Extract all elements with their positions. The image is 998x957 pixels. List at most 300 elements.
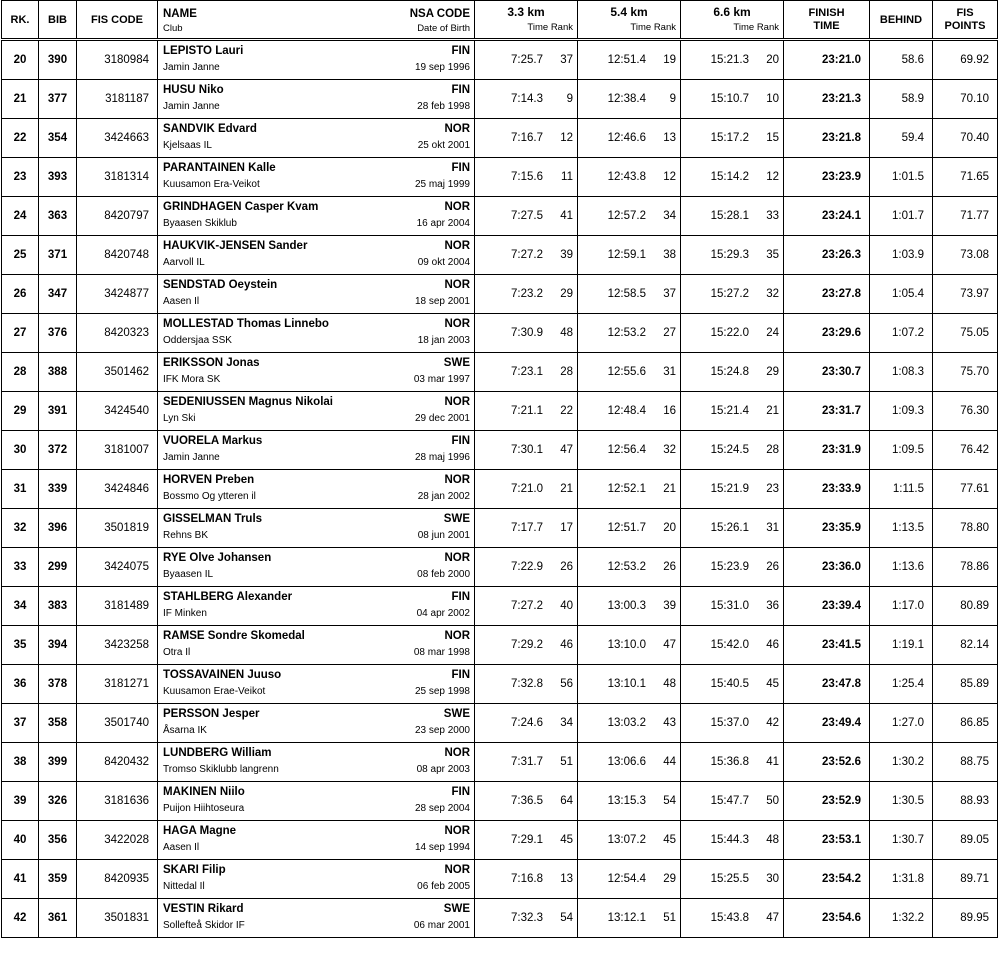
split-2-rank: 48: [663, 678, 676, 690]
header-finish-line2: TIME: [813, 19, 840, 32]
athlete-cell: [158, 40, 475, 80]
athlete-cell: [158, 587, 475, 626]
split-3-time: 15:37.0: [710, 717, 749, 729]
bib-cell: 299: [39, 548, 77, 587]
split-3-time: 15:28.1: [710, 210, 749, 222]
split-3-cell: [681, 704, 784, 743]
table-row: [2, 158, 998, 197]
split-2-rank: 51: [663, 912, 676, 924]
split-2-cell: [578, 314, 681, 353]
date-of-birth: 08 apr 2003: [416, 764, 470, 775]
nsa-code: SWE: [443, 357, 470, 369]
athlete-name: MOLLESTAD Thomas Linnebo: [163, 318, 329, 330]
split-2-cell: [578, 665, 681, 704]
athlete-cell: [158, 236, 475, 275]
table-row: [2, 626, 998, 665]
split-1-time: 7:22.9: [511, 561, 543, 573]
date-of-birth: 04 apr 2002: [416, 608, 470, 619]
behind-cell: 1:30.2: [870, 743, 933, 782]
athlete-name: SKARI Filip: [163, 864, 226, 876]
split-1-rank: 9: [566, 93, 573, 105]
table-row: [2, 275, 998, 314]
bib-cell: 376: [39, 314, 77, 353]
split-2-cell: [578, 353, 681, 392]
rank-cell: 29: [2, 392, 39, 431]
nsa-code: NOR: [444, 825, 470, 837]
fis-code-cell: 3181007: [77, 431, 158, 470]
date-of-birth: 08 jun 2001: [417, 530, 470, 541]
split-2-time: 12:54.4: [607, 873, 646, 885]
nsa-code: FIN: [451, 669, 470, 681]
split-1-rank: 54: [560, 912, 573, 924]
rank-cell: 37: [2, 704, 39, 743]
split-3-time: 15:23.9: [710, 561, 749, 573]
split-3-rank: 32: [766, 288, 779, 300]
split-2-rank: 54: [663, 795, 676, 807]
nsa-code: FIN: [451, 162, 470, 174]
split-1-rank: 64: [560, 795, 573, 807]
finish-time-cell: 23:21.0: [784, 40, 870, 80]
table-row: [2, 548, 998, 587]
rank-cell: 38: [2, 743, 39, 782]
split-1-cell: [475, 821, 578, 860]
bib-cell: 326: [39, 782, 77, 821]
header-points-line2: POINTS: [944, 19, 986, 32]
fis-points-cell: 75.70: [933, 353, 998, 392]
split-2-time: 12:55.6: [607, 366, 646, 378]
split-2-rank: 16: [663, 405, 676, 417]
table-row: [2, 119, 998, 158]
athlete-cell: [158, 431, 475, 470]
table-row: [2, 899, 998, 938]
athlete-cell: [158, 782, 475, 821]
fis-code-cell: 3423258: [77, 626, 158, 665]
table-row: [2, 197, 998, 236]
date-of-birth: 18 sep 2001: [414, 296, 470, 307]
split-3-rank: 20: [766, 54, 779, 66]
split-3-cell: [681, 353, 784, 392]
bib-cell: 396: [39, 509, 77, 548]
split-2-time: 13:10.0: [607, 639, 646, 651]
table-row: [2, 80, 998, 119]
athlete-cell: [158, 197, 475, 236]
split-3-cell: [681, 80, 784, 119]
split-3-time: 15:40.5: [710, 678, 749, 690]
nsa-code: NOR: [444, 123, 470, 135]
split-2-time: 12:48.4: [607, 405, 646, 417]
behind-cell: 1:31.8: [870, 860, 933, 899]
split-2-time: 13:15.3: [607, 795, 646, 807]
athlete-cell: [158, 704, 475, 743]
bib-cell: 372: [39, 431, 77, 470]
header-split-2: [578, 1, 681, 40]
split-3-time: 15:29.3: [710, 249, 749, 261]
table-row: [2, 431, 998, 470]
fis-points-cell: 76.30: [933, 392, 998, 431]
split-2-rank: 37: [663, 288, 676, 300]
fis-points-cell: 89.05: [933, 821, 998, 860]
split-3-time: 15:24.5: [710, 444, 749, 456]
split-1-cell: [475, 431, 578, 470]
split-2-rank: 32: [663, 444, 676, 456]
rank-cell: 22: [2, 119, 39, 158]
club-name: Bossmo Og ytteren il: [163, 491, 256, 502]
behind-cell: 58.9: [870, 80, 933, 119]
split-3-cell: [681, 470, 784, 509]
split-3-rank: 47: [766, 912, 779, 924]
date-of-birth: 28 maj 1996: [414, 452, 470, 463]
finish-time-cell: 23:31.7: [784, 392, 870, 431]
split-1-time: 7:16.7: [511, 132, 543, 144]
athlete-cell: [158, 548, 475, 587]
athlete-name: TOSSAVAINEN Juuso: [163, 669, 282, 681]
split-1-time: 7:25.7: [511, 54, 543, 66]
split-3-time: 15:22.0: [710, 327, 749, 339]
nsa-code: FIN: [451, 786, 470, 798]
header-finish-time: [784, 1, 870, 40]
athlete-name: LUNDBERG William: [163, 747, 272, 759]
split-2-time: 12:51.7: [607, 522, 646, 534]
fis-points-cell: 73.08: [933, 236, 998, 275]
fis-points-cell: 80.89: [933, 587, 998, 626]
finish-time-cell: 23:36.0: [784, 548, 870, 587]
athlete-cell: [158, 392, 475, 431]
split-2-time: 13:07.2: [607, 834, 646, 846]
split-3-time: 15:26.1: [710, 522, 749, 534]
split-1-cell: [475, 626, 578, 665]
nsa-code: NOR: [444, 279, 470, 291]
split-2-time: 12:52.1: [607, 483, 646, 495]
finish-time-cell: 23:21.8: [784, 119, 870, 158]
split-1-cell: [475, 353, 578, 392]
split-1-cell: [475, 470, 578, 509]
fis-code-cell: 8420432: [77, 743, 158, 782]
rank-cell: 31: [2, 470, 39, 509]
date-of-birth: 19 sep 1996: [414, 62, 470, 73]
header-rank: RK.: [2, 1, 39, 40]
split-3-rank: 41: [766, 756, 779, 768]
club-name: Kjelsaas IL: [163, 140, 212, 151]
date-of-birth: 16 apr 2004: [416, 218, 470, 229]
behind-cell: 1:03.9: [870, 236, 933, 275]
fis-code-cell: 3424540: [77, 392, 158, 431]
bib-cell: 361: [39, 899, 77, 938]
finish-time-cell: 23:53.1: [784, 821, 870, 860]
fis-points-cell: 73.97: [933, 275, 998, 314]
split-3-time: 15:25.5: [710, 873, 749, 885]
behind-cell: 1:01.7: [870, 197, 933, 236]
split-1-time: 7:17.7: [511, 522, 543, 534]
split-2-rank: 47: [663, 639, 676, 651]
split-1-time: 7:32.3: [511, 912, 543, 924]
split-2-cell: [578, 158, 681, 197]
split-3-cell: [681, 548, 784, 587]
fis-points-cell: 78.80: [933, 509, 998, 548]
split-2-cell: [578, 431, 681, 470]
athlete-cell: [158, 860, 475, 899]
date-of-birth: 03 mar 1997: [413, 374, 470, 385]
split-3-cell: [681, 158, 784, 197]
fis-code-cell: 3501831: [77, 899, 158, 938]
nsa-code: NOR: [444, 318, 470, 330]
split-1-cell: [475, 392, 578, 431]
athlete-name: RAMSE Sondre Skomedal: [163, 630, 305, 642]
split-1-rank: 26: [560, 561, 573, 573]
date-of-birth: 29 dec 2001: [414, 413, 470, 424]
finish-time-cell: 23:49.4: [784, 704, 870, 743]
split-3-time: 15:47.7: [710, 795, 749, 807]
finish-time-cell: 23:33.9: [784, 470, 870, 509]
split-1-time: 7:14.3: [511, 93, 543, 105]
fis-points-cell: 76.42: [933, 431, 998, 470]
nsa-code: NOR: [444, 747, 470, 759]
header-dob-label: Date of Birth: [417, 23, 470, 34]
club-name: IF Minken: [163, 608, 207, 619]
split-2-time: 12:51.4: [607, 54, 646, 66]
club-name: Kuusamon Era-Veikot: [163, 179, 260, 190]
split-2-cell: [578, 509, 681, 548]
split-3-cell: [681, 314, 784, 353]
behind-cell: 1:01.5: [870, 158, 933, 197]
date-of-birth: 28 sep 2004: [414, 803, 470, 814]
split-2-time: 12:56.4: [607, 444, 646, 456]
athlete-name: PARANTAINEN Kalle: [163, 162, 276, 174]
results-body: [2, 40, 998, 938]
behind-cell: 1:09.3: [870, 392, 933, 431]
split-1-rank: 39: [560, 249, 573, 261]
rank-cell: 20: [2, 40, 39, 80]
athlete-name: VUORELA Markus: [163, 435, 263, 447]
rank-cell: 33: [2, 548, 39, 587]
bib-cell: 347: [39, 275, 77, 314]
fis-code-cell: 8420748: [77, 236, 158, 275]
nsa-code: FIN: [451, 591, 470, 603]
athlete-cell: [158, 470, 475, 509]
split-2-cell: [578, 899, 681, 938]
nsa-code: NOR: [444, 864, 470, 876]
split-3-rank: 21: [766, 405, 779, 417]
club-name: Otra Il: [163, 647, 191, 658]
split-1-rank: 48: [560, 327, 573, 339]
athlete-name: STAHLBERG Alexander: [163, 591, 293, 603]
bib-cell: 378: [39, 665, 77, 704]
split-3-rank: 50: [766, 795, 779, 807]
table-row: [2, 821, 998, 860]
split-1-rank: 46: [560, 639, 573, 651]
table-row: [2, 353, 998, 392]
athlete-cell: [158, 119, 475, 158]
rank-cell: 24: [2, 197, 39, 236]
split-3-cell: [681, 40, 784, 80]
athlete-cell: [158, 80, 475, 119]
bib-cell: 356: [39, 821, 77, 860]
results-table: [1, 0, 998, 938]
behind-cell: 1:05.4: [870, 275, 933, 314]
split-1-time: 7:27.5: [511, 210, 543, 222]
header-fis-points: [933, 1, 998, 40]
fis-code-cell: 8420797: [77, 197, 158, 236]
fis-points-cell: 88.75: [933, 743, 998, 782]
behind-cell: 1:30.5: [870, 782, 933, 821]
nsa-code: FIN: [451, 435, 470, 447]
split-1-time: 7:30.9: [511, 327, 543, 339]
split-2-cell: [578, 40, 681, 80]
athlete-cell: [158, 314, 475, 353]
table-row: [2, 509, 998, 548]
athlete-name: HAUKVIK-JENSEN Sander: [163, 240, 308, 252]
date-of-birth: 18 jan 2003: [417, 335, 470, 346]
fis-code-cell: 8420935: [77, 860, 158, 899]
finish-time-cell: 23:23.9: [784, 158, 870, 197]
split-1-time: 7:36.5: [511, 795, 543, 807]
fis-points-cell: 78.86: [933, 548, 998, 587]
split-3-rank: 12: [766, 171, 779, 183]
split-3-cell: [681, 743, 784, 782]
nsa-code: SWE: [443, 513, 470, 525]
date-of-birth: 25 okt 2001: [417, 140, 470, 151]
table-row: [2, 704, 998, 743]
club-name: Aasen Il: [163, 842, 200, 853]
split-3-cell: [681, 509, 784, 548]
nsa-code: NOR: [444, 396, 470, 408]
athlete-name: GISSELMAN Truls: [163, 513, 263, 525]
split-3-cell: [681, 860, 784, 899]
rank-cell: 28: [2, 353, 39, 392]
fis-points-cell: 69.92: [933, 40, 998, 80]
club-name: Aarvoll IL: [163, 257, 205, 268]
rank-cell: 21: [2, 80, 39, 119]
fis-points-cell: 85.89: [933, 665, 998, 704]
split-3-cell: [681, 782, 784, 821]
split-2-rank: 45: [663, 834, 676, 846]
split-1-time: 7:32.8: [511, 678, 543, 690]
fis-code-cell: 3424663: [77, 119, 158, 158]
rank-cell: 39: [2, 782, 39, 821]
split-1-cell: [475, 587, 578, 626]
split-1-rank: 21: [560, 483, 573, 495]
header-split-2-sub: Time Rank: [630, 22, 676, 33]
club-name: Rehns BK: [163, 530, 209, 541]
split-3-cell: [681, 821, 784, 860]
split-1-cell: [475, 314, 578, 353]
behind-cell: 58.6: [870, 40, 933, 80]
split-2-cell: [578, 119, 681, 158]
rank-cell: 32: [2, 509, 39, 548]
finish-time-cell: 23:26.3: [784, 236, 870, 275]
athlete-name: GRINDHAGEN Casper Kvam: [163, 201, 319, 213]
athlete-cell: [158, 158, 475, 197]
split-3-time: 15:36.8: [710, 756, 749, 768]
fis-code-cell: 3181314: [77, 158, 158, 197]
behind-cell: 1:07.2: [870, 314, 933, 353]
rank-cell: 27: [2, 314, 39, 353]
behind-cell: 1:19.1: [870, 626, 933, 665]
split-2-time: 12:58.5: [607, 288, 646, 300]
behind-cell: 1:08.3: [870, 353, 933, 392]
header-finish-line1: FINISH: [808, 6, 845, 19]
club-name: Tromso Skiklubb langrenn: [163, 764, 279, 775]
split-2-time: 12:38.4: [607, 93, 646, 105]
split-2-cell: [578, 782, 681, 821]
split-2-rank: 43: [663, 717, 676, 729]
split-1-cell: [475, 509, 578, 548]
split-1-cell: [475, 860, 578, 899]
fis-code-cell: 3181271: [77, 665, 158, 704]
club-name: Lyn Ski: [163, 413, 196, 424]
split-2-rank: 39: [663, 600, 676, 612]
split-3-rank: 35: [766, 249, 779, 261]
split-1-cell: [475, 80, 578, 119]
table-row: [2, 587, 998, 626]
split-1-time: 7:24.6: [511, 717, 543, 729]
split-1-time: 7:27.2: [511, 249, 543, 261]
split-3-time: 15:14.2: [710, 171, 749, 183]
nsa-code: FIN: [451, 84, 470, 96]
nsa-code: NOR: [444, 201, 470, 213]
bib-cell: 391: [39, 392, 77, 431]
split-1-time: 7:23.2: [511, 288, 543, 300]
split-3-cell: [681, 431, 784, 470]
athlete-name: HORVEN Preben: [163, 474, 255, 486]
split-1-rank: 45: [560, 834, 573, 846]
fis-points-cell: 71.65: [933, 158, 998, 197]
fis-points-cell: 89.71: [933, 860, 998, 899]
split-2-cell: [578, 860, 681, 899]
athlete-name: SEDENIUSSEN Magnus Nikolai: [163, 396, 333, 408]
split-3-time: 15:21.3: [710, 54, 749, 66]
split-3-time: 15:27.2: [710, 288, 749, 300]
finish-time-cell: 23:31.9: [784, 431, 870, 470]
split-1-rank: 47: [560, 444, 573, 456]
split-3-rank: 48: [766, 834, 779, 846]
split-1-cell: [475, 743, 578, 782]
fis-points-cell: 82.14: [933, 626, 998, 665]
table-row: [2, 782, 998, 821]
nsa-code: NOR: [444, 630, 470, 642]
split-2-time: 13:10.1: [607, 678, 646, 690]
athlete-name: HUSU Niko: [163, 84, 224, 96]
split-2-cell: [578, 80, 681, 119]
fis-code-cell: 3181187: [77, 80, 158, 119]
fis-points-cell: 89.95: [933, 899, 998, 938]
split-1-rank: 22: [560, 405, 573, 417]
club-name: Jamin Janne: [163, 62, 220, 73]
split-3-cell: [681, 899, 784, 938]
nsa-code: NOR: [444, 474, 470, 486]
split-3-rank: 45: [766, 678, 779, 690]
behind-cell: 1:13.5: [870, 509, 933, 548]
split-1-time: 7:30.1: [511, 444, 543, 456]
header-split-2-label: 5.4 km: [610, 5, 648, 19]
club-name: IFK Mora SK: [163, 374, 221, 385]
split-1-time: 7:15.6: [511, 171, 543, 183]
split-3-time: 15:42.0: [710, 639, 749, 651]
finish-time-cell: 23:35.9: [784, 509, 870, 548]
athlete-name: VESTIN Rikard: [163, 903, 244, 915]
fis-points-cell: 88.93: [933, 782, 998, 821]
split-2-cell: [578, 704, 681, 743]
header-name-label: NAME: [163, 8, 197, 20]
finish-time-cell: 23:29.6: [784, 314, 870, 353]
behind-cell: 1:11.5: [870, 470, 933, 509]
split-1-rank: 29: [560, 288, 573, 300]
fis-code-cell: 3181489: [77, 587, 158, 626]
split-2-rank: 12: [663, 171, 676, 183]
split-3-rank: 24: [766, 327, 779, 339]
bib-cell: 377: [39, 80, 77, 119]
athlete-name: LEPISTO Lauri: [163, 45, 244, 57]
split-2-time: 12:59.1: [607, 249, 646, 261]
